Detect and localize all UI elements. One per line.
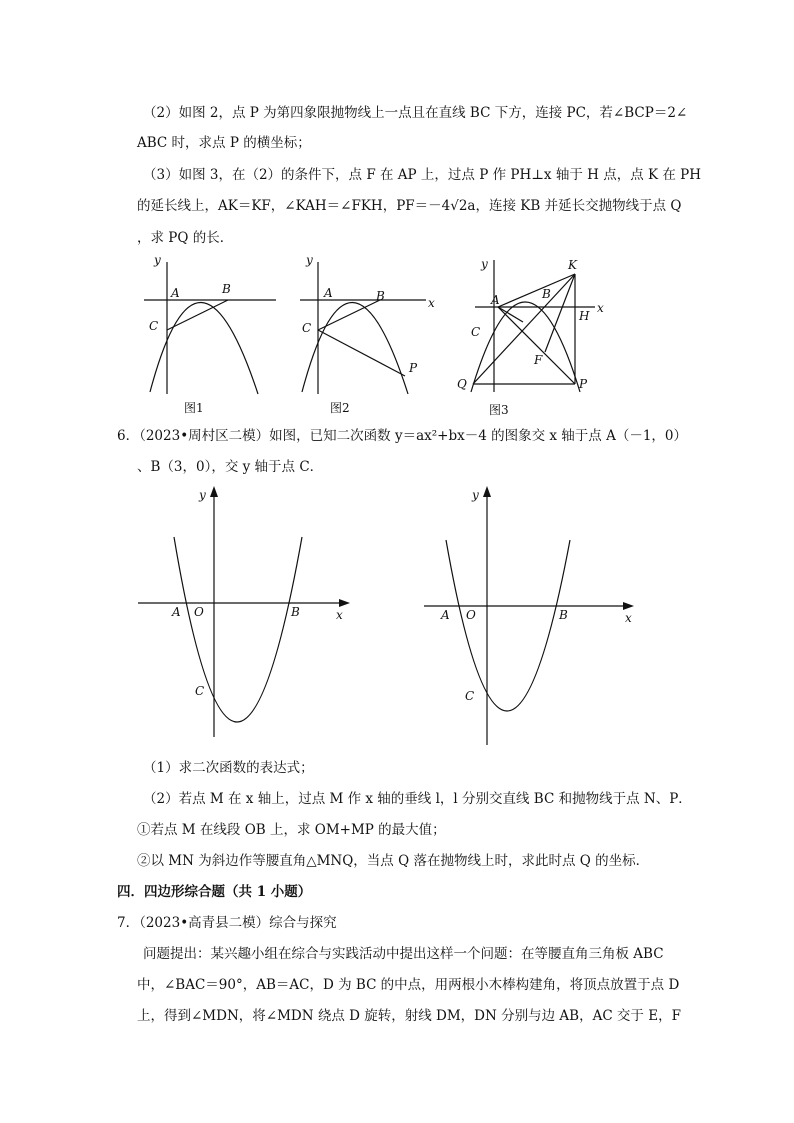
fig1-label-b: B: [222, 282, 231, 296]
fig2-label-a: A: [324, 286, 333, 300]
text-line-4: 的延长线上，AK＝KF，∠KAH＝∠FKH，PF＝－4√2a，连接 KB 并延长交抛物线于点 Q: [137, 198, 682, 214]
mid-left-label-y: y: [199, 488, 206, 502]
figure-1: [140, 252, 285, 417]
text-line-2: ABC 时，求点 P 的横坐标；: [137, 135, 311, 151]
mid-left-label-b: B: [291, 605, 300, 619]
text-line-6: 6．（2023•周村区二模）如图，已知二次函数 y＝ax²+bx－4 的图象交 x 轴于点 A（－1，0）: [117, 428, 688, 444]
text-line-3: （3）如图 3，在（2）的条件下，点 F 在 AP 上，过点 P 作 PH⊥x 轴于 H 点，点 K 在 PH: [143, 167, 702, 183]
mid-left-label-x: x: [336, 608, 343, 622]
figure-mid-left: [136, 485, 366, 755]
text-line-13: 7．（2023•高青县二模）综合与探究: [117, 915, 337, 931]
fig2-label-x: x: [428, 296, 435, 310]
fig3-label-p: P: [579, 377, 588, 391]
fig2-label-b: B: [376, 289, 385, 303]
fig3-label-b: B: [542, 287, 551, 301]
mid-left-label-a: A: [172, 605, 181, 619]
text-line-8: （1）求二次函数的表达式；: [143, 760, 314, 776]
text-line-14: 问题提出：某兴趣小组在综合与实践活动中提出这样一个问题：在等腰直角三角板 ABC: [143, 946, 664, 962]
fig3-label-a: A: [491, 293, 500, 307]
text-line-15: 中，∠BAC＝90°，AB＝AC，D 为 BC 的中点，用两根小木棒构建角，将顶点放置于点 D: [137, 977, 680, 993]
mid-left-label-o: O: [194, 605, 204, 619]
fig1-label-y: y: [154, 253, 161, 267]
text-line-11: ②以 MN 为斜边作等腰直角△MNQ，当点 Q 落在抛物线上时，求此时点 Q 的坐标．: [137, 853, 650, 869]
figure-mid-right: [422, 485, 652, 755]
figure-2: [298, 252, 448, 417]
figure-3: [455, 252, 615, 417]
fig2-caption: 图2: [330, 401, 350, 415]
fig3-label-k: K: [568, 258, 577, 272]
text-line-7: 、B（3，0），交 y 轴于点 C．: [137, 459, 324, 475]
fig1-label-a: A: [171, 286, 180, 300]
text-line-9: （2）若点 M 在 x 轴上，过点 M 作 x 轴的垂线 l，l 分别交直线 BC 和抛物线于点 N、P．: [143, 791, 692, 807]
text-line-16: 上，得到∠MDN，将∠MDN 绕点 D 旋转，射线 DM，DN 分别与边 AB，AC 交于 E，F: [137, 1008, 681, 1024]
fig1-caption: 图1: [184, 401, 204, 415]
fig1-label-c: C: [149, 319, 159, 333]
mid-right-label-a: A: [441, 608, 450, 622]
text-line-10: ①若点 M 在线段 OB 上，求 OM+MP 的最大值；: [137, 822, 446, 838]
section-heading: 四．四边形综合题（共 1 小题）: [117, 884, 312, 900]
mid-right-label-y: y: [472, 488, 479, 502]
text-line-5: ，求 PQ 的长．: [137, 230, 234, 246]
fig3-label-c: C: [471, 325, 481, 339]
fig2-label-p: P: [409, 361, 418, 375]
fig3-label-h: H: [579, 309, 590, 323]
mid-right-label-o: O: [466, 608, 476, 622]
mid-left-label-c: C: [195, 684, 205, 698]
fig3-label-f: F: [534, 353, 543, 367]
text-line-1: （2）如图 2，点 P 为第四象限抛物线上一点且在直线 BC 下方，连接 PC，若∠BCP＝2∠: [143, 105, 688, 121]
fig2-label-y: y: [306, 253, 313, 267]
mid-right-label-b: B: [559, 608, 568, 622]
fig2-label-c: C: [302, 321, 312, 335]
fig3-label-q: Q: [457, 377, 467, 391]
fig3-label-y: y: [481, 257, 488, 271]
mid-right-label-c: C: [465, 689, 475, 703]
fig3-caption: 图3: [489, 403, 509, 417]
mid-right-label-x: x: [625, 611, 632, 625]
fig3-label-x: x: [597, 301, 604, 315]
